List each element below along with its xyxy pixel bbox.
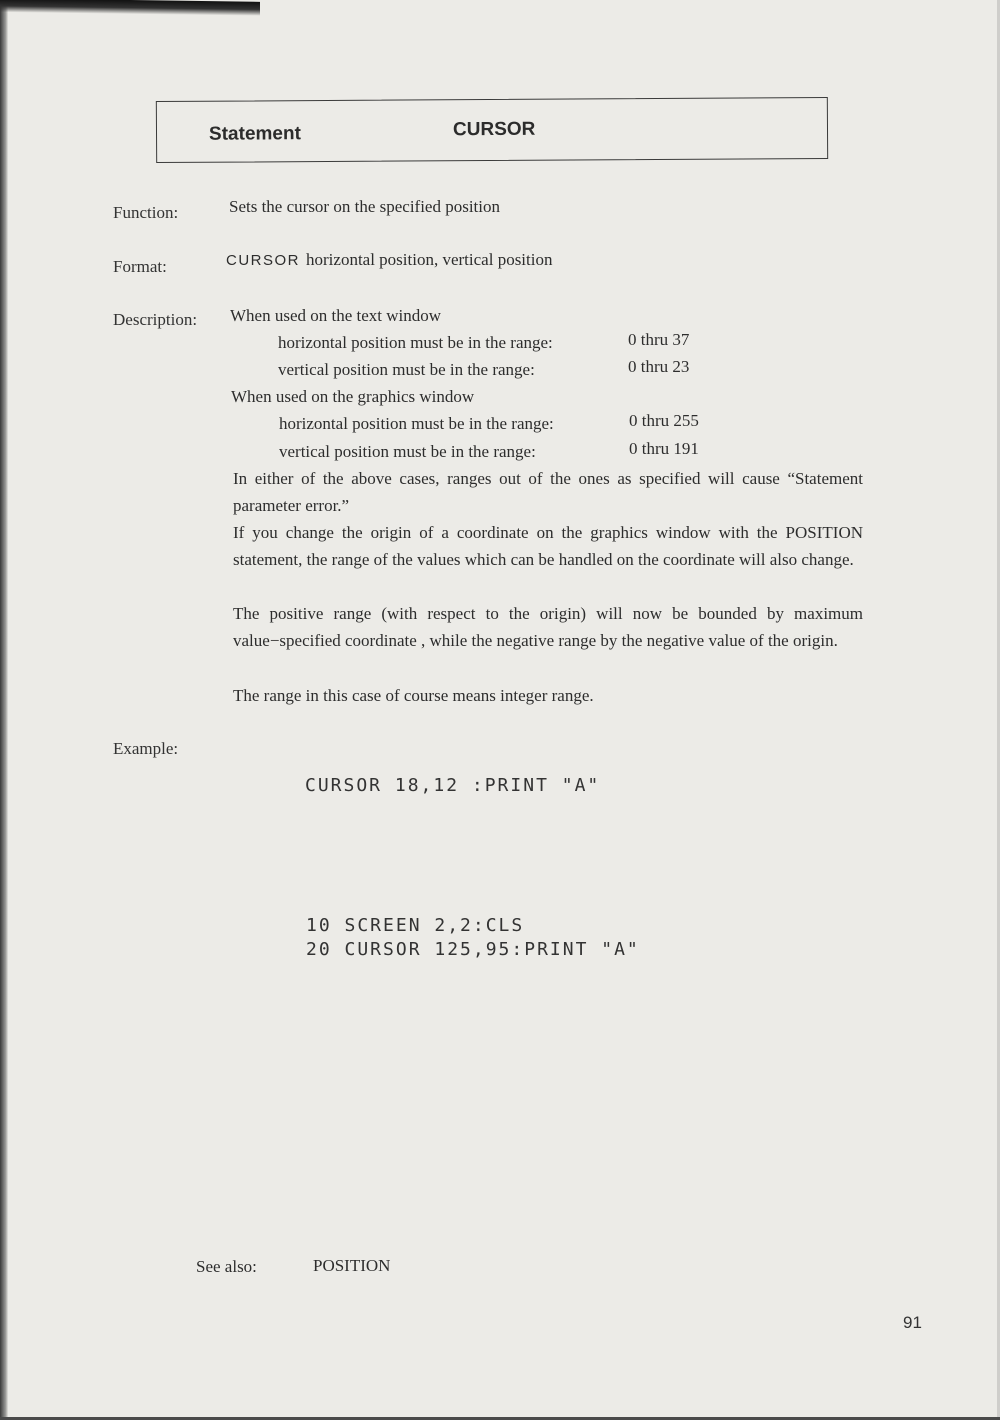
example-code-1: CURSOR 18,12 :PRINT "A" (305, 775, 601, 796)
description-paragraph-3: The positive range (with respect to the origin) will now be bounded by maximum value−specified coordinate , while the negative range by the negative value of the origin. (233, 604, 863, 650)
statement-keyword: CURSOR (452, 118, 536, 141)
function-label: Function: (113, 203, 179, 222)
text-vertical-range: 0 thru 23 (628, 357, 690, 376)
format-label: Format: (113, 257, 167, 276)
function-text: Sets the cursor on the specified position (229, 197, 501, 216)
format-text: horizontal position, vertical position (306, 250, 553, 269)
see-also-value: POSITION (313, 1256, 391, 1275)
graphics-vertical-range: 0 thru 191 (629, 439, 699, 458)
description-paragraph-1: In either of the above cases, ranges out of the ones as specified will cause “Statement parameter error.” (233, 469, 863, 515)
example-label: Example: (113, 739, 179, 758)
text-horizontal-rule: horizontal position must be in the range: (278, 333, 553, 352)
description-paragraph-2: If you change the origin of a coordinate on the graphics window with the POSITION statement, the range of the values which can be handled on the coordinate will also change. (233, 523, 863, 569)
page-top-edge-shadow (0, 0, 260, 16)
description-label: Description: (113, 310, 198, 329)
statement-type-label: Statement (208, 123, 301, 145)
graphics-horizontal-range: 0 thru 255 (629, 411, 699, 430)
statement-header-box (156, 97, 828, 163)
text-horizontal-range: 0 thru 37 (628, 330, 690, 349)
text-window-heading: When used on the text window (230, 306, 442, 325)
see-also-label: See also: (196, 1257, 257, 1276)
description-paragraph-4: The range in this case of course means integer range. (233, 686, 594, 705)
graphics-window-heading: When used on the graphics window (231, 387, 475, 406)
example-code-2-line-2: 20 CURSOR 125,95:PRINT "A" (306, 939, 640, 960)
example-code-2-line-1: 10 SCREEN 2,2:CLS (306, 915, 525, 936)
graphics-vertical-rule: vertical position must be in the range: (279, 442, 536, 461)
graphics-horizontal-rule: horizontal position must be in the range: (279, 414, 554, 433)
text-vertical-rule: vertical position must be in the range: (278, 360, 535, 379)
page-binding-shadow (0, 0, 8, 1420)
format-line (226, 250, 552, 270)
page-number: 91 (903, 1313, 922, 1332)
format-keyword: CURSOR (226, 252, 301, 269)
